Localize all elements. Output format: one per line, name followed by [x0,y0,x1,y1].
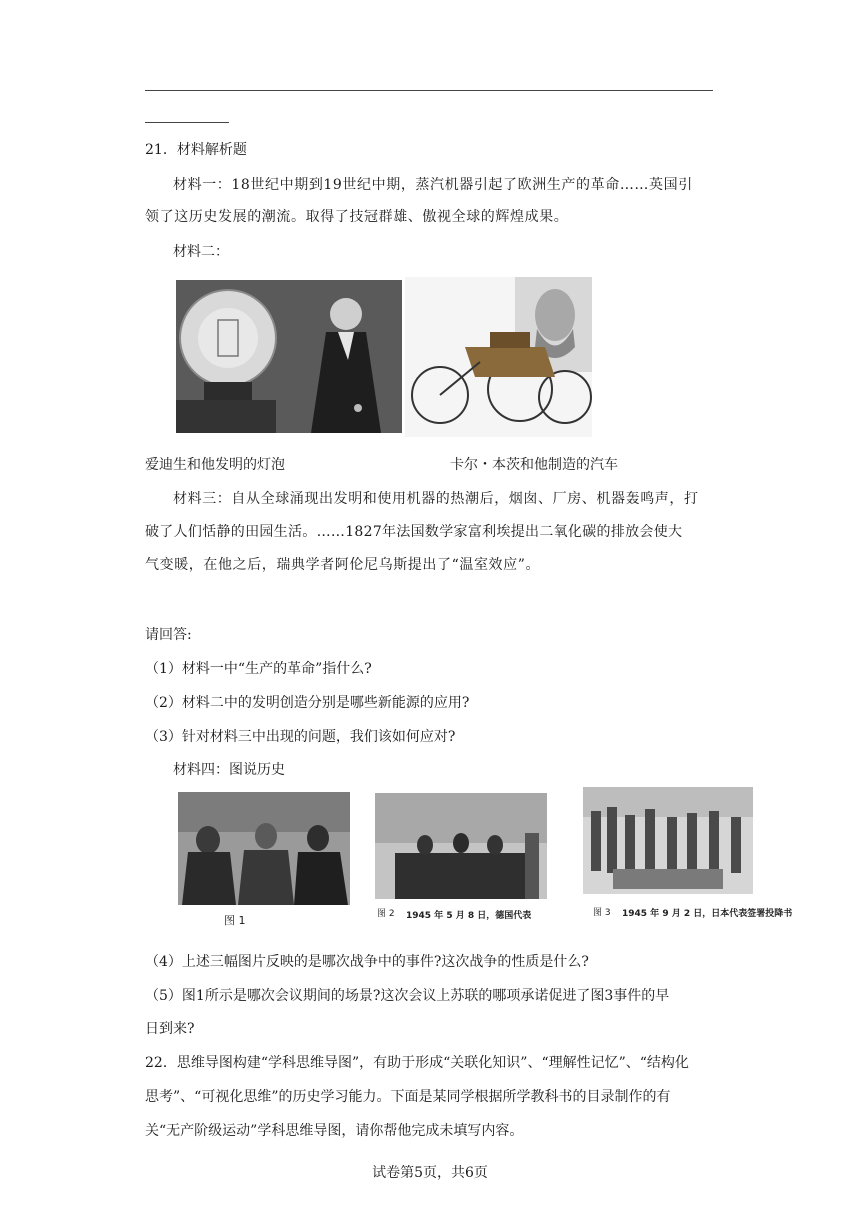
edison-caption: 爱迪生和他发明的灯泡 [145,457,285,473]
material-3-line-2: 破了人们恬静的田园生活。……1827年法国数学家富利埃提出二氧化碳的排放会使大 [145,524,683,540]
sub-question-2: （2）材料二中的发明创造分别是哪些新能源的应用? [145,695,470,711]
sub-question-3: （3）针对材料三中出现的问题，我们该如何应对? [145,729,456,745]
sub-question-5-line-1: （5）图1所示是哪次会议期间的场景?这次会议上苏联的哪项承诺促进了图3事件的早 [145,988,670,1004]
answer-line-short [145,122,229,123]
page-footer: 试卷第5页，共6页 [372,1165,488,1181]
question-22-line-1: 22．思维导图构建“学科思维导图”，有助于形成“关联化知识”、“理解性记忆”、“结构化 [145,1055,689,1071]
figure-2-label: 图 2 [377,909,395,919]
figure-2-photo [375,793,547,899]
sub-question-1: （1）材料一中“生产的革命”指什么? [145,661,372,677]
edison-lightbulb-photo [176,280,402,433]
figure-3-label: 图 3 [593,908,611,918]
sub-question-5-line-2: 日到来? [145,1021,195,1037]
answer-prompt: 请回答: [145,627,192,643]
figure-2-caption: 1945 年 5 月 8 日，德国代表 [406,911,532,921]
sub-question-4: （4）上述三幅图片反映的是哪次战争中的事件?这次战争的性质是什么? [145,954,589,970]
benz-car-photo [405,277,592,437]
question-21-title: 21．材料解析题 [145,142,247,158]
material-1-line-1: 材料一：18世纪中期到19世纪中期，蒸汽机器引起了欧洲生产的革命……英国引 [173,177,693,193]
answer-line-long [145,90,713,91]
figure-1-label: 图 1 [224,914,246,927]
material-3-line-1: 材料三：自从全球涌现出发明和使用机器的热潮后，烟囱、厂房、机器轰鸣声，打 [173,491,699,507]
material-2-label: 材料二： [173,244,229,260]
figure-3-caption: 1945 年 9 月 2 日，日本代表签署投降书 [622,909,793,919]
material-4-label: 材料四：图说历史 [173,762,285,778]
question-22-line-3: 关“无产阶级运动”学科思维导图，请你帮他完成未填写内容。 [145,1123,524,1139]
figure-1-photo [178,792,350,905]
material-1-line-2: 领了这历史发展的潮流。取得了技冠群雄、傲视全球的辉煌成果。 [145,209,569,225]
material-3-line-3: 气变暖，在他之后，瑞典学者阿伦尼乌斯提出了“温室效应”。 [145,557,541,573]
benz-caption: 卡尔・本茨和他制造的汽车 [450,457,618,473]
figure-3-photo [583,787,753,894]
question-22-line-2: 思考”、“可视化思维”的历史学习能力。下面是某同学根据所学教科书的目录制作的有 [145,1089,671,1105]
